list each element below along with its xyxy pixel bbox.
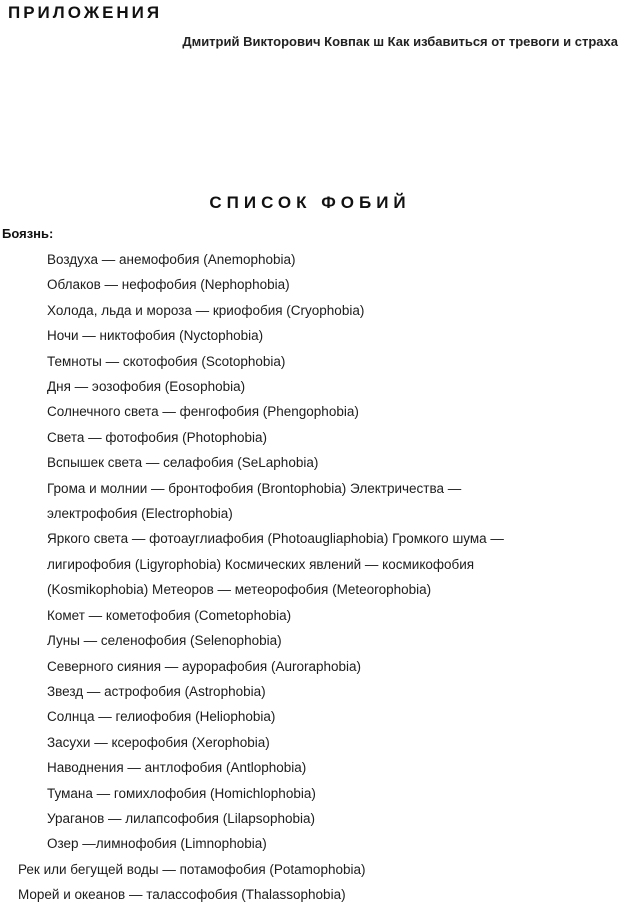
list-item: Засухи — ксерофобия (Xerophobia)	[47, 734, 270, 750]
appendix-header: ПРИЛОЖЕНИЯ	[8, 3, 163, 22]
list-item: Солнечного света — фенгофобия (Phengophobia)	[47, 404, 359, 420]
list-item: Грома и молнии — бронтофобия (Brontophobia) Электричества —	[47, 480, 462, 496]
list-item: Морей и океанов — талассофобия (Thalassophobia)	[18, 887, 346, 903]
list-item: Звезд — астрофобия (Astrophobia)	[47, 683, 266, 699]
list-item: Вспышек света — селафобия (SeLaphobia)	[47, 455, 319, 471]
list-item: Света — фотофобия (Photophobia)	[47, 429, 267, 445]
list-label: Боязнь:	[2, 226, 54, 241]
list-item: Солнца — гелиофобия (Heliophobia)	[47, 709, 276, 725]
list-item: Озер —лимнофобия (Limnophobia)	[47, 836, 267, 852]
list-item: лигирофобия (Ligyrophobia) Космических явлений — космикофобия	[47, 556, 475, 572]
list-item: Тумана — гомихлофобия (Homichlophobia)	[47, 785, 316, 801]
list-item: Северного сияния — аурорафобия (Auroraphobia)	[47, 658, 362, 674]
list-item: Облаков — нефофобия (Nephophobia)	[47, 277, 290, 293]
phobia-list	[0, 247, 620, 908]
list-item: Воздуха — анемофобия (Anemophobia)	[47, 252, 296, 267]
list-item: Темноты — скотофобия (Scotophobia)	[47, 353, 286, 369]
list-item: Холода, льда и мороза — криофобия (Cryophobia)	[47, 302, 365, 318]
list-item: Ураганов — лилапсофобия (Lilapsophobia)	[47, 810, 316, 826]
list-item: Ночи — никтофобия (Nyctophobia)	[47, 328, 264, 344]
list-item: Наводнения — антлофобия (Antlophobia)	[47, 760, 307, 776]
list-item: электрофобия (Electrophobia)	[47, 506, 233, 522]
list-item: Дня — эозофобия (Eosophobia)	[47, 379, 246, 395]
running-title: Дмитрий Викторович Ковпак ш Как избавиться от тревоги и страха	[182, 34, 618, 49]
list-item: Рек или бегущей воды — потамофобия (Potamophobia)	[18, 861, 366, 877]
list-item: Луны — селенофобия (Selenophobia)	[47, 633, 282, 649]
list-item: Комет — кометофобия (Cometophobia)	[47, 607, 292, 623]
list-item: (Kosmikophobia) Метеоров — метеорофобия (Meteorophobia)	[47, 582, 432, 598]
list-item: Яркого света — фотоауглиафобия (Photoaugliaphobia) Громкого шума —	[47, 531, 504, 547]
section-title: СПИСОК ФОБИЙ	[209, 193, 411, 212]
